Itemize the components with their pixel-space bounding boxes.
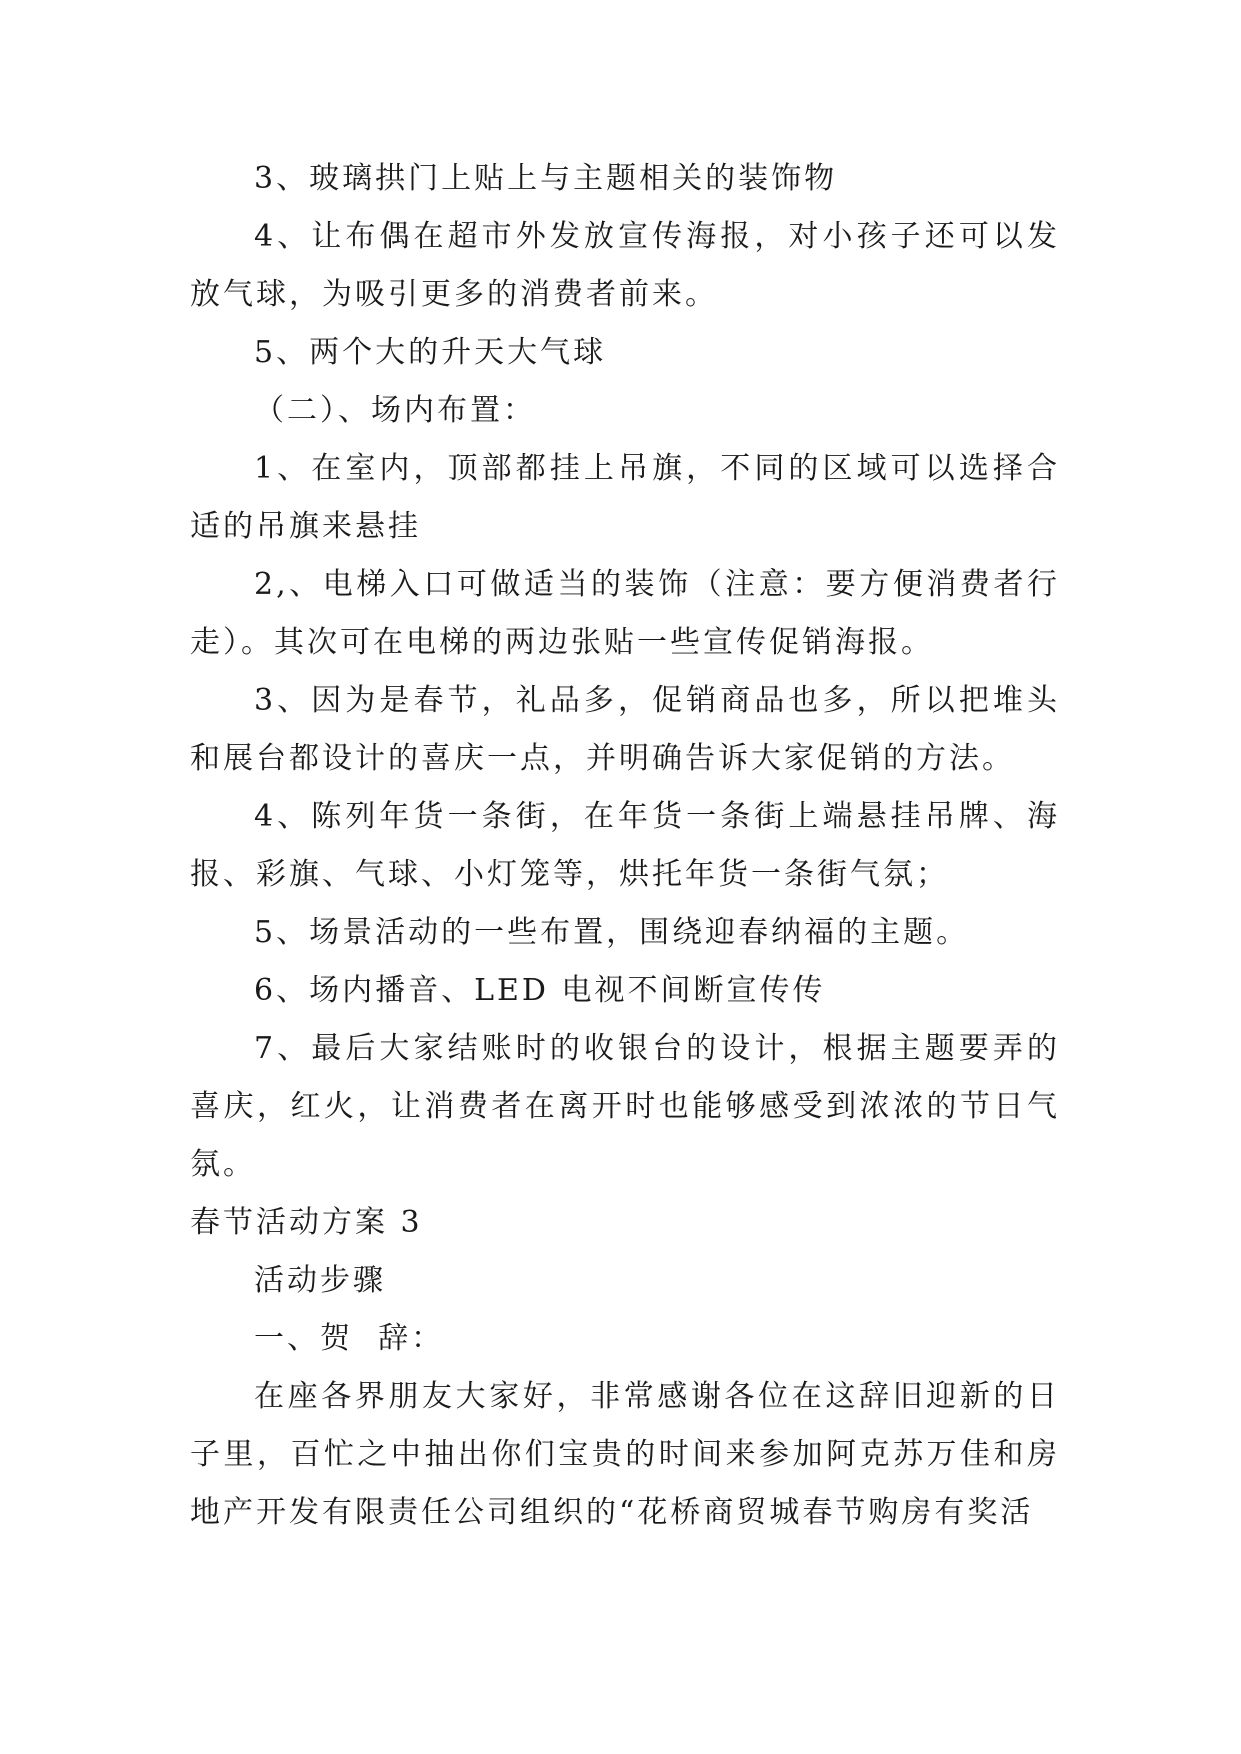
paragraph-1: 3、玻璃拱门上贴上与主题相关的装饰物 [254, 161, 838, 196]
paragraph-greeting-body: 在座各界朋友大家好，非常感谢各位在这辞旧迎新的日子里，百忙之中抽出你们宝贵的时间来参加阿克苏万佳和房地产开发有限责任公司组织的“花桥商贸城春节购房有奖活 [190, 1379, 1060, 1530]
paragraph-3: 5、两个大的升天大气球 [254, 335, 607, 370]
paragraph-6: 2,、电梯入口可做适当的装饰（注意：要方便消费者行走）。其次可在电梯的两边张贴一些宣传促销海报。 [190, 567, 1060, 660]
subheading-activity-steps: 活动步骤 [254, 1263, 386, 1298]
paragraph-9: 5、场景活动的一些布置，围绕迎春纳福的主题。 [254, 915, 970, 950]
paragraph-11: 7、最后大家结账时的收银台的设计，根据主题要弄的喜庆，红火，让消费者在离开时也能够感受到浓浓的节日气氛。 [190, 1031, 1060, 1182]
document-page [190, 150, 1060, 1542]
document-section-title: 春节活动方案 3 [190, 1205, 423, 1240]
paragraph-5: 1、在室内，顶部都挂上吊旗，不同的区域可以选择合适的吊旗来悬挂 [190, 451, 1060, 544]
section-heading-venue-layout: （二）、场内布置： [254, 393, 536, 428]
paragraph-10: 6、场内播音、LED 电视不间断宣传传 [254, 973, 826, 1008]
subheading-greeting: 一、贺 辞： [254, 1321, 445, 1356]
paragraph-2: 4、让布偶在超市外发放宣传海报，对小孩子还可以发放气球，为吸引更多的消费者前来。 [190, 219, 1060, 312]
paragraph-7: 3、因为是春节，礼品多，促销商品也多，所以把堆头和展台都设计的喜庆一点，并明确告诉大家促销的方法。 [190, 683, 1060, 776]
paragraph-8: 4、陈列年货一条街，在年货一条街上端悬挂吊牌、海报、彩旗、气球、小灯笼等，烘托年货一条街气氛； [190, 799, 1060, 892]
